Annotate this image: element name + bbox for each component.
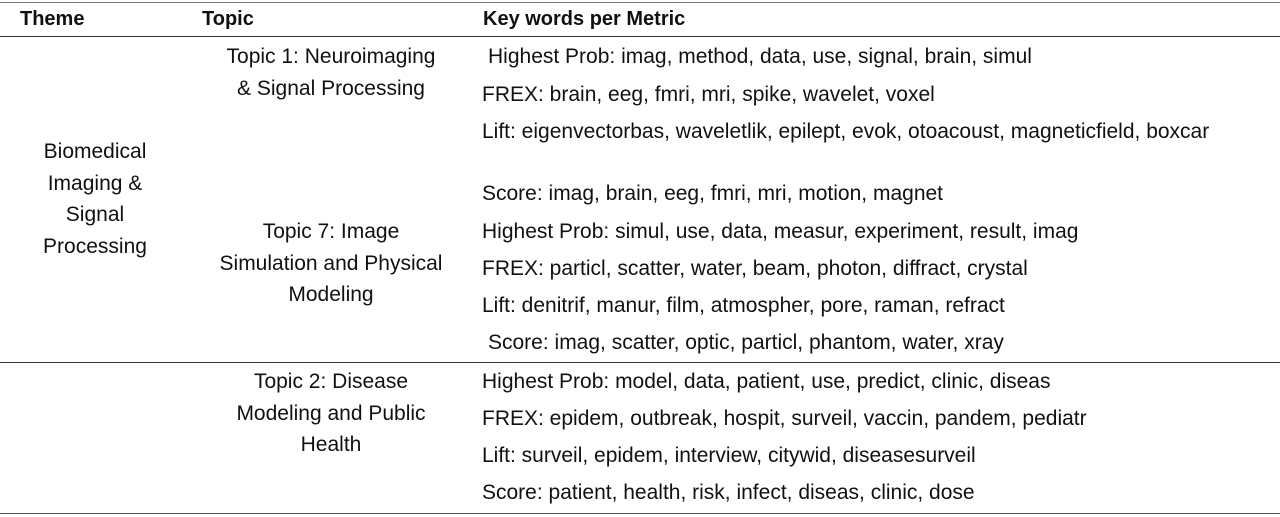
keyword-row: Highest Prob: model, data, patient, use, predict, clinic, diseas xyxy=(482,370,1051,393)
keyword-row: Score: imag, brain, eeg, fmri, mri, motion, magnet xyxy=(482,182,944,205)
header-rule xyxy=(0,36,1280,37)
keyword-row: Highest Prob: simul, use, data, measur, experiment, result, imag xyxy=(482,220,1079,243)
table-top-rule xyxy=(0,2,1280,3)
table-bottom-rule xyxy=(0,513,1280,514)
keyword-row: Lift: denitrif, manur, film, atmospher, pore, raman, refract xyxy=(482,294,1005,317)
header-theme: Theme xyxy=(20,8,85,30)
theme-cell: Biomedical Imaging & Signal Processing xyxy=(43,140,147,258)
group-divider-rule xyxy=(0,362,1280,363)
keyword-row: Lift: eigenvectorbas, waveletlik, epilept, evok, otoacoust, magneticfield, boxcar xyxy=(482,120,1210,143)
topic-cell: Topic 1: Neuroimaging & Signal Processing xyxy=(226,45,436,100)
keyword-row: Lift: surveil, epidem, interview, citywid, diseasesurveil xyxy=(482,444,976,467)
topic-cell: Topic 2: Disease Modeling and Public Health xyxy=(236,370,426,456)
keyword-row: Score: imag, scatter, optic, particl, phantom, water, xray xyxy=(488,331,1004,354)
keyword-row: FREX: epidem, outbreak, hospit, surveil, vaccin, pandem, pediatr xyxy=(482,407,1087,430)
keyword-row: Score: patient, health, risk, infect, diseas, clinic, dose xyxy=(482,481,975,504)
keyword-row: FREX: brain, eeg, fmri, mri, spike, wavelet, voxel xyxy=(482,83,935,106)
topic-cell: Topic 7: Image Simulation and Physical Modeling xyxy=(219,220,443,306)
header-keywords: Key words per Metric xyxy=(483,8,686,30)
keyword-row: FREX: particl, scatter, water, beam, photon, diffract, crystal xyxy=(482,257,1028,280)
header-topic: Topic xyxy=(202,8,254,30)
keyword-row: Highest Prob: imag, method, data, use, signal, brain, simul xyxy=(488,45,1032,68)
